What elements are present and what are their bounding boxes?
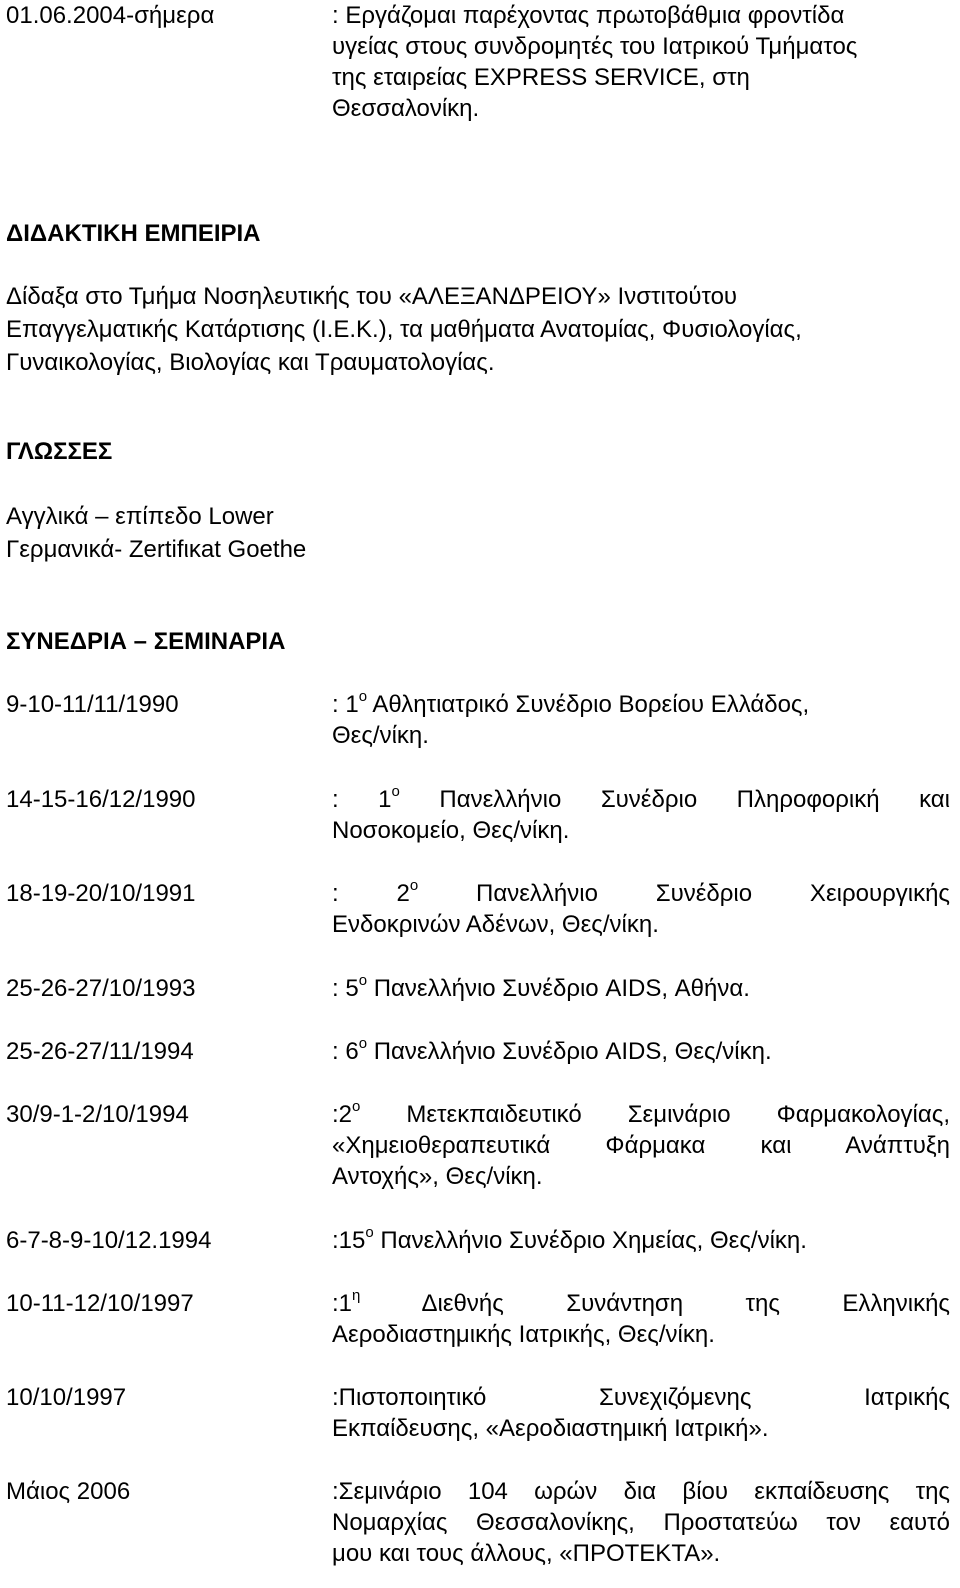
paragraph-line: Γυναικολογίας, Βιολογίας και Τραυματολογίας.: [6, 349, 495, 376]
entry-date: 25-26-27/10/1993: [6, 975, 196, 1002]
paragraph-line: Επαγγελματικής Κατάρτισης (Ι.Ε.Κ.), τα μαθήματα Ανατομίας, Φυσιολογίας,: [6, 316, 802, 343]
entry-date: Μάιος 2006: [6, 1478, 131, 1505]
entry-date: 01.06.2004-σήμερα: [6, 2, 215, 29]
entry-description: $:15^o$ Πανελλήνιο Συνέδριο Χημείας, Θες/νίκη.: [332, 1224, 807, 1254]
section-heading-conferences: ΣΥΝΕΔΡΙΑ – ΣΕΜΙΝΑΡΙΑ: [6, 628, 286, 655]
conference-entry: [6, 1288, 950, 1350]
conference-entry: [6, 784, 950, 846]
description-line: της εταιρείας EXPRESS SERVICE, στη: [332, 64, 750, 91]
conference-entry: [6, 1225, 950, 1256]
entry-description: : $1^o$ Πανελλήνιο Συνέδριο Πληροφορική και Νοσοκομείο, Θες/νίκη.: [332, 783, 951, 844]
entry-description: : $5^o$ Πανελλήνιο Συνέδριο AIDS, Αθήνα.: [332, 972, 750, 1002]
entry-description: [332, 0, 857, 124]
entry-description: : $1^o$ Αθλητιατρικό Συνέδριο Βορείου Ελλάδος, Θες/νίκη.: [332, 688, 810, 749]
entry-description: :Σεμινάριο 104 ωρών δια βίου εκπαίδευσης της Νομαρχίας Θεσσαλονίκης, Προστατεύω τον εαυτό μου και τους άλλους, «ΠΡΟΤΕΚΤΑ».: [332, 1478, 950, 1567]
description-line: : Εργάζομαι παρέχοντας πρωτοβάθμια φροντίδα: [332, 2, 845, 29]
work-entry: [6, 0, 857, 124]
language-item: Γερμανικά- Zertifικat Goethe: [6, 536, 307, 563]
entry-description: : $6^o$ Πανελλήνιο Συνέδριο AIDS, Θες/νίκη.: [332, 1035, 772, 1065]
description-line: Θεσσαλονίκη.: [332, 95, 480, 122]
entry-date: 25-26-27/11/1994: [6, 1038, 194, 1065]
conference-entry: [6, 1382, 950, 1444]
conference-entry: [6, 1036, 950, 1067]
conference-entry: [6, 689, 950, 751]
section-heading-languages: ΓΛΩΣΣΕΣ: [6, 438, 113, 465]
entry-description: $:2^o$ Μετεκπαιδευτικό Σεμινάριο Φαρμακολογίας, «Χημειοθεραπευτικά Φάρμακα και Ανάπτυξη Αντοχής», Θες/νίκη.: [332, 1098, 950, 1190]
language-item: Αγγλικά – επίπεδο Lower: [6, 503, 274, 530]
entry-date: 14-15-16/12/1990: [6, 786, 196, 813]
entry-description: $:1^\eta$ Διεθνής Συνάντηση της Ελληνικής Αεροδιαστημικής Ιατρικής, Θες/νίκη.: [332, 1287, 950, 1348]
entry-date: 9-10-11/11/1990: [6, 691, 179, 718]
entry-description: :Πιστοποιητικό Συνεχιζόμενης Ιατρικής Εκπαίδευσης, «Αεροδιαστημική Ιατρική».: [332, 1384, 950, 1442]
languages-list: [6, 500, 306, 566]
section-heading-teaching: ΔΙΔΑΚΤΙΚΗ ΕΜΠΕΙΡΙΑ: [6, 220, 261, 247]
entry-date: 30/9-1-2/10/1994: [6, 1101, 189, 1128]
conference-entry: [6, 1476, 950, 1569]
conference-entry: [6, 973, 950, 1004]
conference-entry: [6, 1099, 950, 1192]
paragraph-line: Δίδαξα στο Τμήμα Νοσηλευτικής του «ΑΛΕΞΑΝΔΡΕΙΟΥ» Ινστιτούτου: [6, 283, 738, 310]
entry-date: 18-19-20/10/1991: [6, 880, 196, 907]
entry-description: : $2^o$ Πανελλήνιο Συνέδριο Χειρουργικής Ενδοκρινών Αδένων, Θες/νίκη.: [332, 877, 950, 938]
teaching-paragraph: [6, 280, 802, 379]
description-line: υγείας στους συνδρομητές του Ιατρικού Τμήματος: [332, 33, 858, 60]
entry-date: 10/10/1997: [6, 1384, 127, 1411]
entry-date: 10-11-12/10/1997: [6, 1290, 194, 1317]
conference-entry: [6, 878, 950, 940]
entry-date: 6-7-8-9-10/12.1994: [6, 1227, 212, 1254]
